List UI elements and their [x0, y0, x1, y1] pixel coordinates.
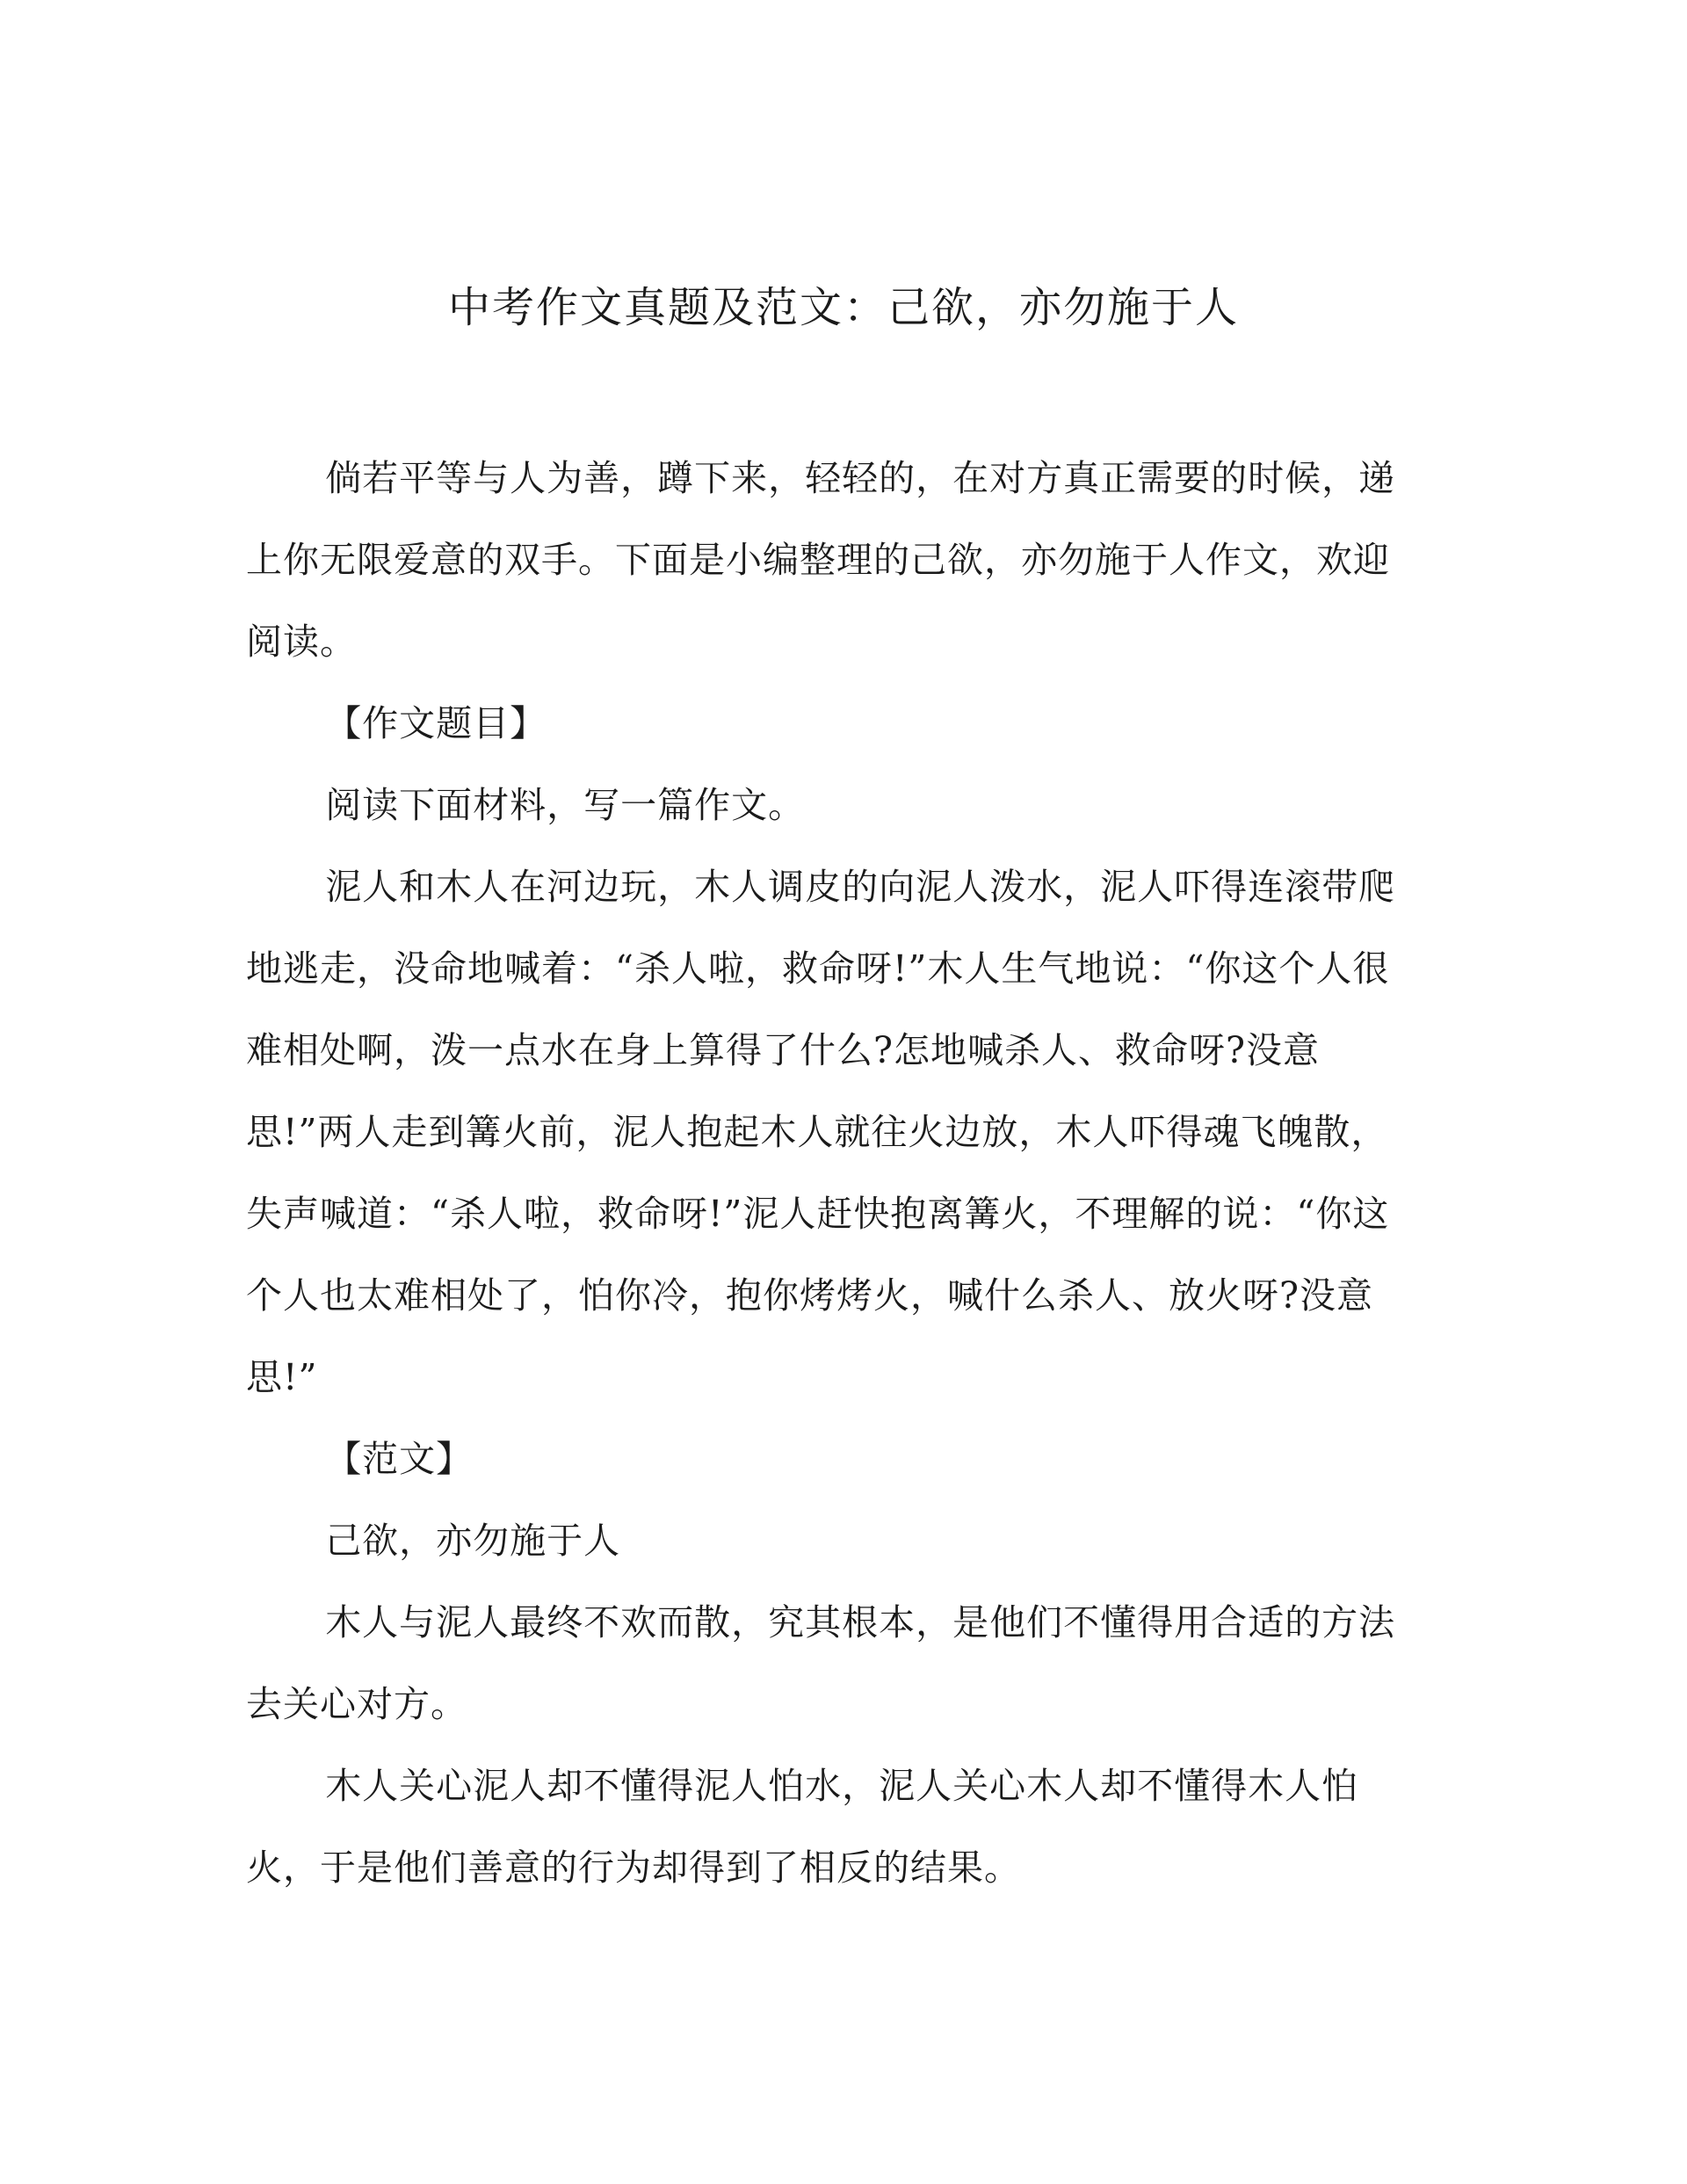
document-title: 中考作文真题及范文：己欲，亦勿施于人	[447, 283, 1239, 332]
essay-paragraph: 木人与泥人最终不欢而散，究其根本，是他们不懂得用合适的方法去关心对方。	[246, 1601, 1396, 1725]
material-paragraph: 泥人和木人在河边玩，木人调皮的向泥人泼水，泥人吓得连滚带爬地逃走，没命地喊着：“杀人啦，救命呀!”木人生气地说：“你这个人很难相处啊，泼一点水在身上算得了什么?怎地喊杀人、救命呀?没意思!”两人走到篝火前，泥人抱起木人就往火边放，木人吓得魂飞魄散，失声喊道：“杀人啦，救命呀!”泥人赶快抱离篝火，不理解的说：“你这个人也太难相处了，怕你冷，抱你烤烤火，喊什么杀人、放火呀?没意思!”	[246, 866, 1396, 1398]
sample-essay-title: 己欲，亦勿施于人	[325, 1520, 621, 1562]
document-body	[246, 438, 1423, 1909]
section-heading-sample: 【范文】	[325, 1438, 474, 1480]
essay-paragraph: 木人关心泥人却不懂得泥人怕水，泥人关心木人却不懂得木人怕火，于是他们善意的行为却得到了相反的结果。	[246, 1765, 1359, 1889]
prompt-instruction: 阅读下面材料，写一篇作文。	[325, 784, 806, 826]
section-heading-prompt: 【作文题目】	[325, 702, 547, 744]
intro-paragraph: 倘若平等与人为善，蹲下来，轻轻的，在对方真正需要的时候，递上你无限爱意的双手。下面是小编整理的己欲，亦勿施于人作文，欢迎阅读。	[246, 457, 1396, 663]
